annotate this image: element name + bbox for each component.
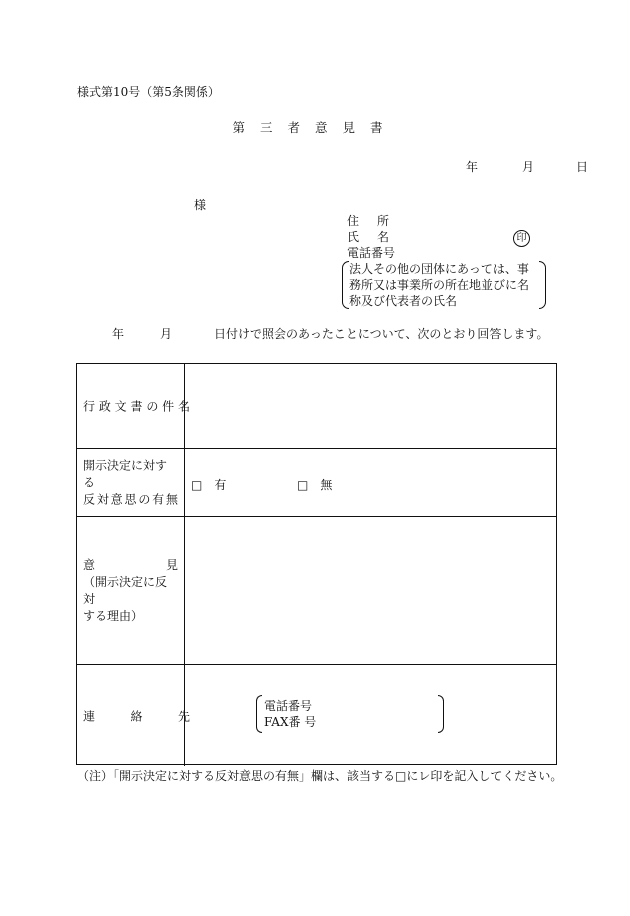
contact-details[interactable] (256, 695, 444, 733)
contact-label: 連 絡 先 (83, 709, 190, 723)
table-row-objection (77, 449, 556, 517)
form-number: 様式第10号（第5条関係） (77, 85, 220, 99)
addressee-suffix: 様 (194, 198, 207, 212)
date-year: 年 (466, 160, 479, 174)
footnote: （注）「開示決定に対する反対意思の有無」欄は、該当する□にレ印を記入してください。 (77, 769, 563, 783)
seal-mark: 印 (513, 230, 530, 247)
contact-phone-label: 電話番号 (264, 699, 313, 713)
table-row-document-title (77, 364, 556, 449)
objection-yes-checkbox[interactable]: □ 有 (191, 478, 227, 492)
document-title: 第三者意見書 (232, 120, 398, 135)
phone-label: 電話番号 (347, 246, 396, 260)
table-row-contact (77, 665, 556, 766)
opinion-label: 意 見 （開示決定に反対 する理由） (83, 557, 178, 623)
corporation-note (342, 261, 546, 309)
contact-fax-label: FAX番 号 (264, 715, 317, 729)
corp-note-line: 法人その他の団体にあっては、事 (349, 262, 529, 276)
response-table (76, 363, 557, 765)
objection-label: 開示決定に対する 反 対 意 思 の 有 無 (83, 458, 178, 506)
objection-no-checkbox[interactable]: □ 無 (297, 478, 333, 492)
date-day: 日 (576, 160, 589, 174)
document-subject-label: 行 政 文 書 の 件 名 (83, 399, 190, 414)
name-label: 氏 名 (347, 230, 389, 244)
opinion-field[interactable] (185, 517, 556, 664)
address-label: 住 所 (347, 214, 389, 228)
corp-note-line: 務所又は事業所の所在地並びに名 (349, 278, 530, 292)
document-subject-field[interactable] (185, 364, 556, 448)
date-line (444, 160, 588, 174)
applicant-block (347, 213, 395, 261)
date-month: 月 (522, 160, 535, 174)
intro-sentence: 年 月 日付けで照会のあったことについて、次のとおり回答します。 (112, 327, 549, 341)
corp-note-line: 称及び代表者の氏名 (349, 294, 458, 308)
table-row-opinion (77, 517, 556, 665)
